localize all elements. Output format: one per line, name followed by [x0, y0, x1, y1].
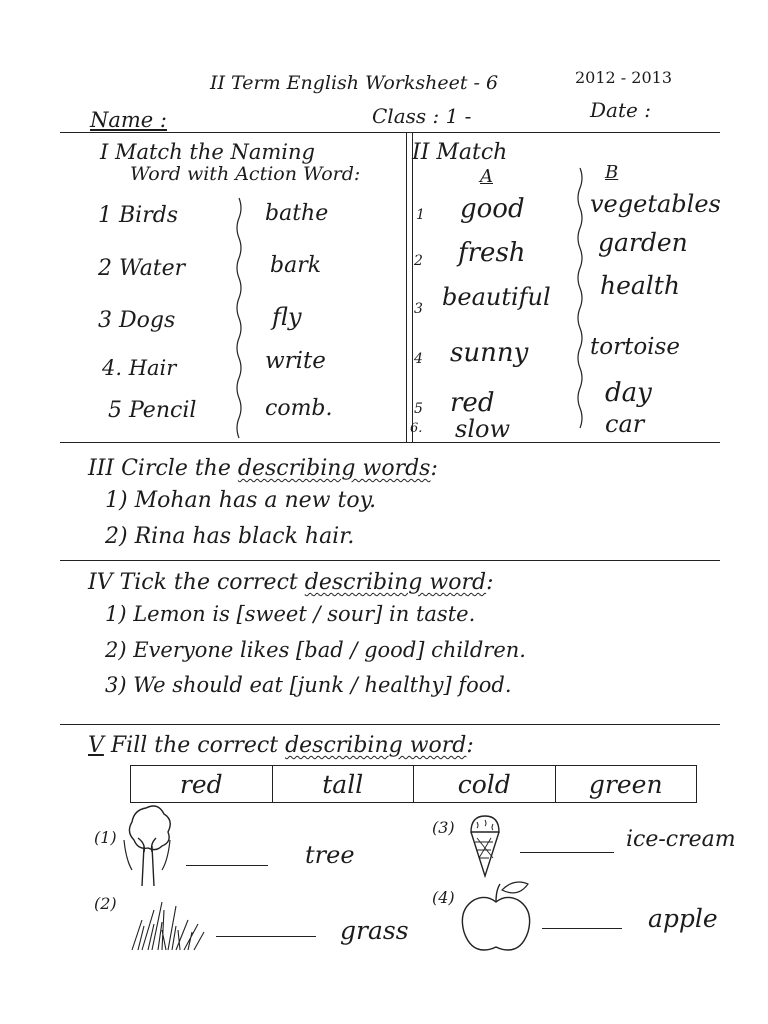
section3-item-2: 2) Rina has black hair. — [105, 524, 355, 549]
fill-item-word-2: grass — [340, 916, 409, 945]
section1-heading-line2: Word with Action Word: — [130, 163, 361, 185]
section-divider-left — [406, 132, 407, 442]
match-number-2: 2 — [414, 253, 423, 269]
action-word-3: fly — [272, 303, 302, 331]
adjective-a-1: good — [460, 194, 525, 224]
naming-word-1: 1 Birds — [98, 203, 179, 228]
section3-heading — [88, 458, 438, 480]
section4-item-1: 1) Lemon is [sweet / sour] in taste. — [105, 602, 476, 626]
section2-wavy-divider — [575, 168, 585, 438]
fill-item-number-4: (4) — [432, 888, 455, 907]
fill-item-number-3: (3) — [432, 818, 455, 837]
header-rule — [60, 132, 720, 133]
noun-b-2: garden — [598, 228, 688, 257]
adjective-a-4: sunny — [450, 338, 529, 368]
word-box — [130, 765, 697, 803]
match-number-5: 5 — [414, 401, 423, 417]
fill-item-word-3: ice-cream — [626, 827, 736, 852]
fill-blank-3[interactable] — [520, 852, 614, 853]
section4-item-2: 2) Everyone likes [bad / good] children. — [105, 638, 526, 662]
section1-wavy-divider — [234, 198, 244, 438]
section2-rule — [60, 442, 720, 443]
fill-item-word-1: tree — [305, 841, 355, 869]
apple-drawing — [458, 878, 538, 954]
fill-item-word-4: apple — [648, 904, 718, 933]
fill-blank-2[interactable] — [216, 936, 316, 937]
section2-heading: II Match — [412, 140, 508, 165]
section5-number: V — [88, 733, 104, 758]
action-word-5: comb. — [265, 396, 333, 421]
section5-heading-colon: : — [466, 733, 474, 758]
naming-word-5: 5 Pencil — [108, 398, 197, 423]
adjective-a-2: fresh — [458, 238, 526, 268]
column-b-label: B — [605, 162, 619, 183]
section5-heading-underlined: describing word — [285, 733, 467, 758]
word-box-cell: tall — [273, 766, 415, 802]
date-label: Date : — [590, 98, 651, 122]
school-year: 2012 - 2013 — [575, 68, 673, 87]
action-word-4: write — [265, 348, 326, 374]
adjective-a-3: beautiful — [442, 283, 551, 311]
tree-drawing — [122, 800, 172, 890]
word-box-cell: red — [131, 766, 273, 802]
section4-heading — [88, 572, 493, 594]
naming-word-3: 3 Dogs — [98, 308, 176, 333]
section4-rule — [60, 724, 720, 725]
noun-b-6: car — [605, 410, 645, 438]
section4-heading-underlined: describing word — [304, 570, 487, 595]
ice-cream-drawing — [465, 812, 505, 882]
section4-item-3: 3) We should eat [junk / healthy] food. — [105, 673, 512, 697]
grass-drawing — [128, 896, 208, 952]
section5-heading-pre: Fill the correct — [110, 733, 279, 758]
naming-word-4: 4. Hair — [102, 356, 177, 380]
word-box-cell: green — [588, 769, 663, 799]
worksheet-title: II Term English Worksheet - 6 — [210, 72, 499, 94]
noun-b-1: vegetables — [590, 190, 721, 218]
noun-b-3: health — [600, 271, 680, 300]
name-label: Name : — [90, 108, 167, 132]
section3-heading-pre: Circle the — [121, 456, 231, 481]
section4-heading-pre: Tick the correct — [119, 570, 298, 595]
match-number-4: 4 — [414, 351, 423, 367]
word-box-cell: cold — [414, 766, 556, 802]
adjective-a-6: slow — [455, 415, 510, 443]
noun-b-4: tortoise — [590, 334, 680, 360]
action-word-2: bark — [270, 253, 322, 278]
fill-item-number-1: (1) — [94, 828, 117, 847]
section3-item-1: 1) Mohan has a new toy. — [105, 488, 377, 513]
section3-number: III — [88, 456, 115, 481]
action-word-1: bathe — [265, 201, 329, 226]
noun-b-5: day — [605, 378, 652, 408]
match-number-1: 1 — [416, 207, 425, 223]
section1-heading-line1: I Match the Naming — [100, 140, 315, 164]
match-number-6: 6. — [410, 421, 423, 436]
worksheet — [60, 60, 736, 960]
adjective-a-5: red — [450, 388, 495, 418]
class-label: Class : 1 - — [372, 104, 472, 128]
section3-rule — [60, 560, 720, 561]
section5-heading — [88, 735, 474, 757]
section3-heading-underlined: describing words — [237, 456, 431, 481]
section4-heading-colon: : — [486, 570, 494, 595]
match-number-3: 3 — [414, 301, 423, 317]
naming-word-2: 2 Water — [98, 256, 186, 281]
fill-blank-1[interactable] — [186, 865, 268, 866]
section-divider-right — [412, 132, 413, 442]
section4-number: IV — [88, 570, 113, 595]
fill-blank-4[interactable] — [542, 928, 622, 929]
section3-heading-colon: : — [430, 456, 438, 481]
column-a-label: A — [480, 166, 493, 187]
fill-item-number-2: (2) — [94, 894, 117, 913]
